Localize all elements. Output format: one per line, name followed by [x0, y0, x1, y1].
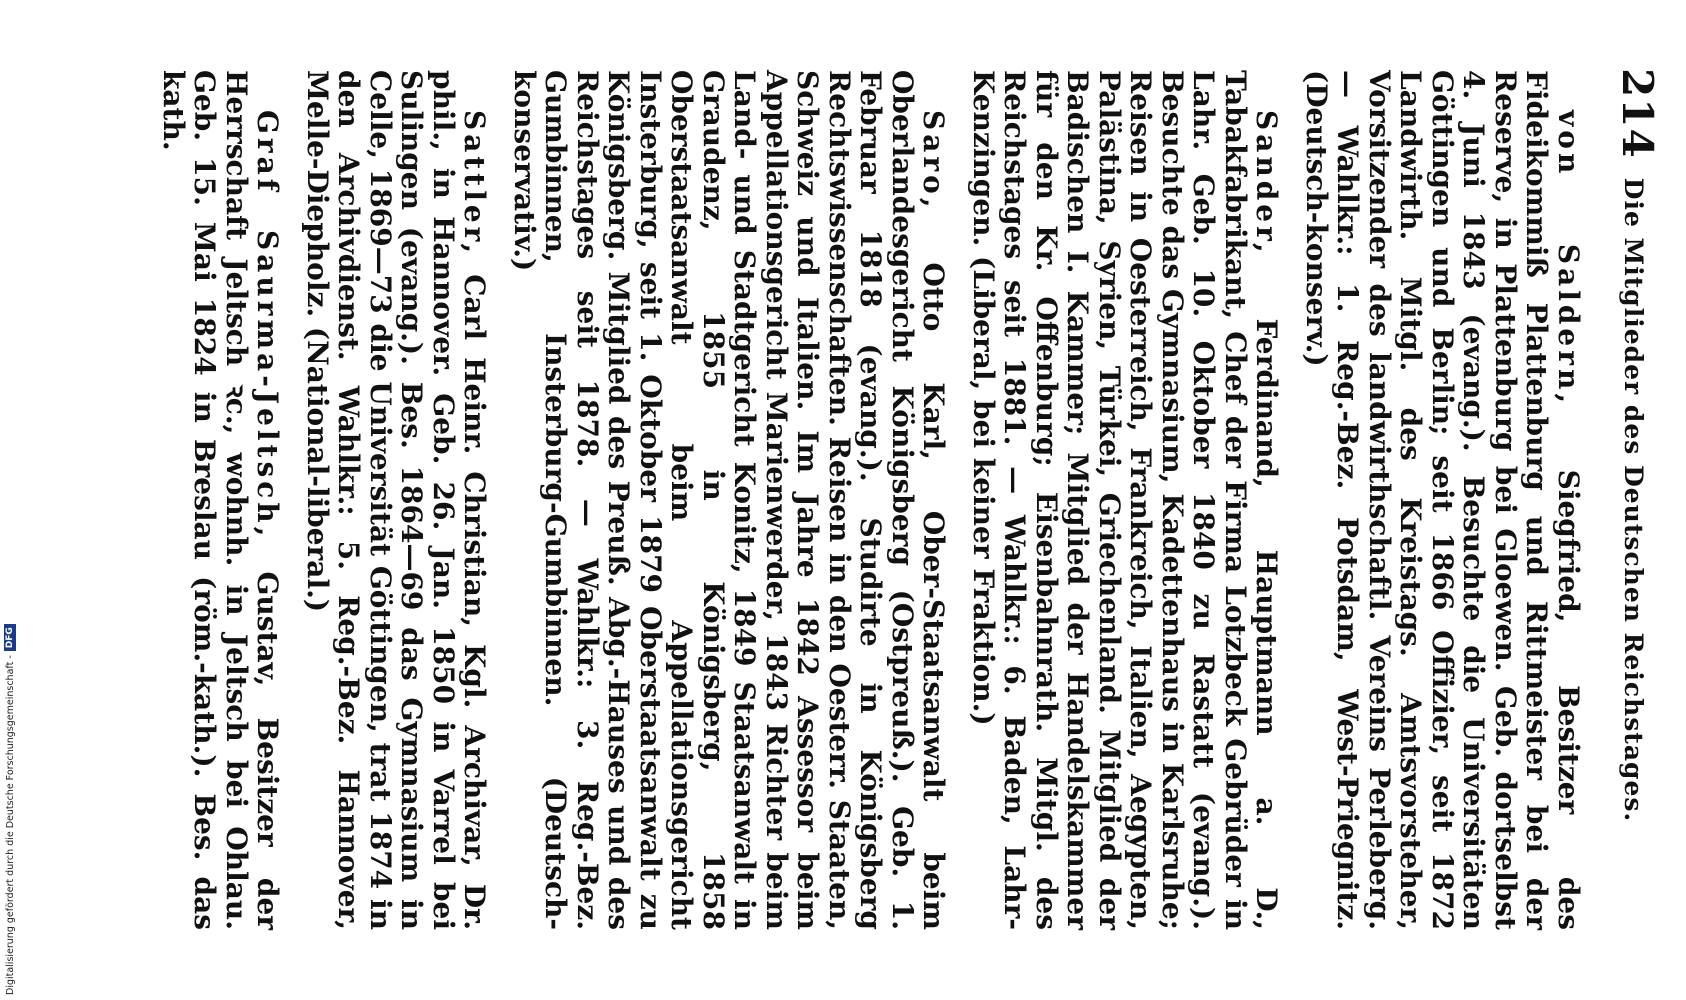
member-name: von Saldern,	[1552, 110, 1585, 408]
digitization-credit	[0, 0, 24, 1000]
member-name: Graf Saurma-Jeltsch,	[251, 110, 285, 541]
member-name: Saro,	[917, 110, 951, 212]
member-entry	[509, 70, 950, 930]
member-biography: Siegfried, Besitzer des Fideikommiß Plattenburg und Rittmeister bei der Reserve, in Plattenburg bei Gloewen. Geb. dortselbst 4. Juni 1843 (evang.). Besuchte die Universitäten Göttingen und Berlin; seit 1866 Offizier, seit 1872 Landwirth. Mitgl. des Kreistags. Amtsvorsteher, Vorsitzender des landwirthschaftl. Vereins Perleberg. — Wahlkr.: 1. Reg.-Bez. Potsdam, West-Priegnitz. (Deutsch-konserv.)	[1300, 70, 1585, 930]
member-name: Sattler,	[458, 110, 492, 258]
member-biography: Ferdinand, Hauptmann a. D., Tabakfabrikant, Chef der Firma Lotzbeck Gebrüder in Lahr. Geb. 10. Oktober 1840 zu Rastatt (evang.). Besuchte das Gymnasium, Kadettenhaus in Karlsruhe; Reisen in Oesterreich, Frankreich, Italien, Aegypten, Palästina, Syrien, Türkei, Griechenland. Mitglied der Badischen I. Kammer; Mitglied der Handelskammer für den Kr. Offenburg; Eisenbahnrath. Mitgl. des Reichstages seit 1881. — Wahlkr.: 6. Baden, Lahr-Kenzingen. (Liberal, bei keiner Fraktion.)	[967, 70, 1284, 930]
member-entries	[140, 70, 1585, 930]
member-biography: Gustav, Besitzer der Herrschaft Jeltsch ꝛc., wohnh. in Jeltsch bei Ohlau. Geb. 15. Mai 1824 in Breslau (röm.-kath.). Bes. das kath.	[157, 70, 285, 931]
member-biography: Otto Karl, Ober-Staatsanwalt beim Oberlandesgericht Königsberg (Ostpreuß.). Geb. 1. Februar 1818 (evang.). Studirte in Königsberg Rechtswissenschaften. Reisen in den Oesterr. Staaten, Schweiz und Italien. Im Jahre 1842 Assessor beim Appellationsgericht Marienwerder, 1843 Richter beim Land- und Stadtgericht Konitz, 1849 Staatsanwalt in Graudenz, 1855 in Königsberg, 1858 Oberstaatsanwalt beim Appellationsgericht Insterburg, seit 1. Oktober 1879 Oberstaatsanwalt zu Königsberg. Mitglied des Preuß. Abg.-Hauses und des Reichstages seit 1878. — Wahlkr.: 3. Reg.-Bez. Gumbinnen, Insterburg-Gumbinnen. (Deutsch-konservativ.)	[508, 70, 951, 930]
dfg-logo: DFG	[4, 624, 16, 651]
digitization-credit-text	[4, 627, 16, 995]
running-head: Die Mitglieder des Deutschen Reichstages.	[1619, 177, 1648, 823]
member-biography: Carl Heinr. Christian, Kgl. Archivar, Dr. phil., in Hannover. Geb. 26. Jan. 1850 in Varrel bei Sulingen (evang.). Bes. 1864—69 das Gymnasium in Celle, 1869—73 die Universität Göttingen, trat 1874 in den Archivdienst. Wahlkr.: 5. Reg.-Bez. Hannover, Melle-Diepholz. (National-liberal.)	[301, 70, 492, 930]
member-entry	[1301, 70, 1585, 930]
page-content	[0, 30, 1686, 970]
member-entry	[158, 70, 284, 930]
credit-label: Digitalisierung gefördert durch die Deutsche Forschungsgemeinschaft -	[4, 655, 16, 995]
page-number: 214	[1613, 68, 1662, 159]
member-entry	[968, 70, 1283, 930]
page-header	[1602, 30, 1662, 970]
member-name: Sander,	[1250, 110, 1284, 257]
member-entry	[302, 70, 491, 930]
